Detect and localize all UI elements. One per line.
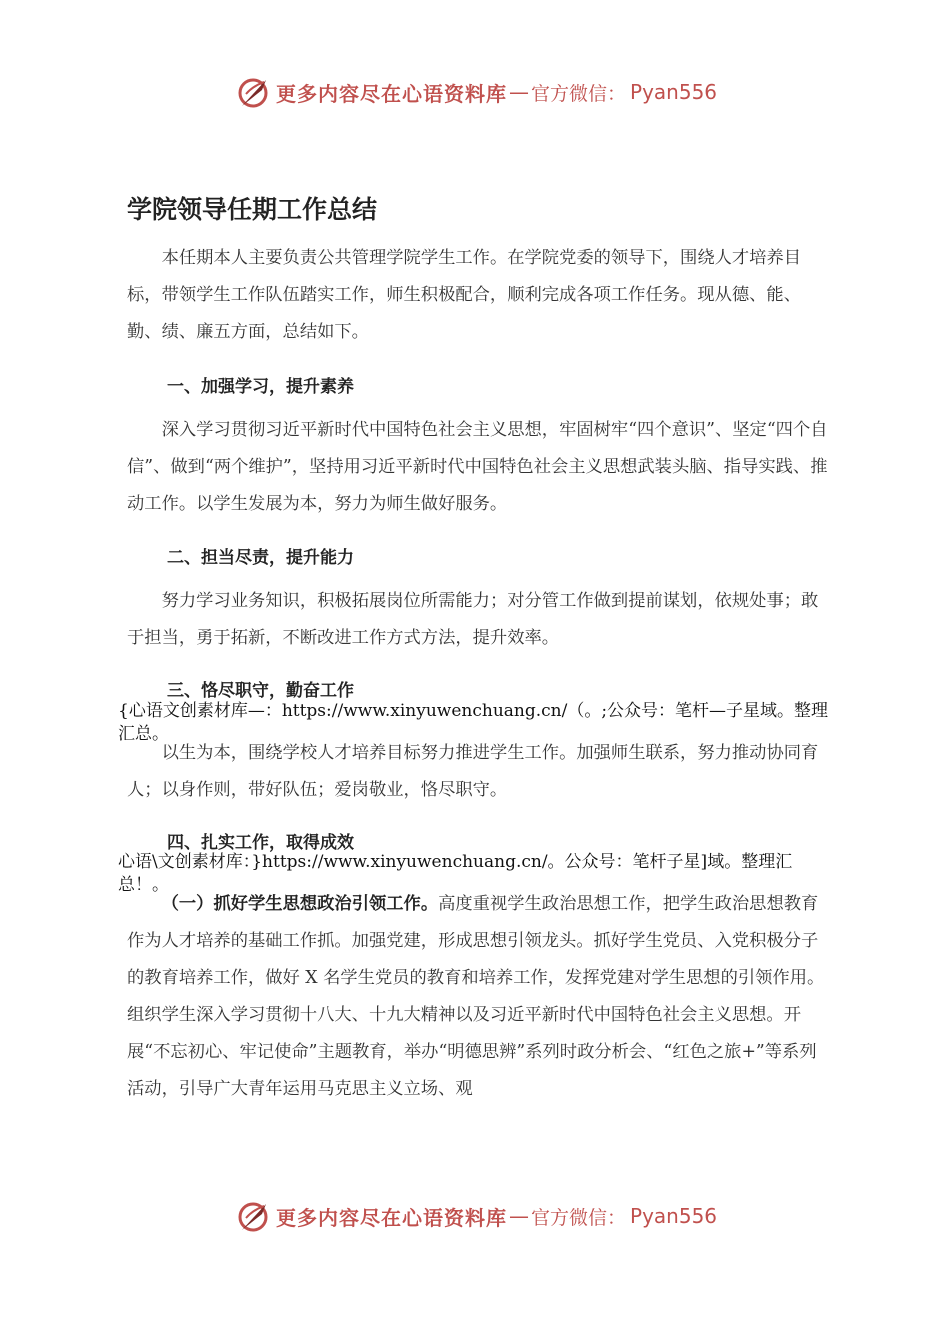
section-heading-3: 三、恪尽职守，勤奋工作 xyxy=(167,681,354,701)
source-note-2: 心语\文创素材库：}https://www.xinyuwenchuang.cn/。公众号：笔杆子星]域。整理汇总！。 xyxy=(118,852,793,895)
section-body-3: 以生为本，围绕学校人才培养目标努力推进学生工作。加强师生联系，努力推动协同育人；以身作则，带好队伍；爱岗敬业，恪尽职守。 xyxy=(127,743,819,800)
banner-wechat-label: 官方微信： xyxy=(531,1206,627,1229)
subsection-body: 高度重视学生政治思想工作，把学生政治思想教育作为人才培养的基础工作抓。加强党建，形成思想引领龙头。抓好学生党员、入党积极分子的教育培养工作，做好 X 名学生党员的教育和培养工作，发挥党建对学生思想的引领作用。组织学生深入学习贯彻十八大、十九大精神以及习近平新时代中国特色社会主义思想。开展“不忘初心、牢记使命”主题教育，举办“明德思辨”系列时政分析会、“红色之旅+”等系列活动，引导广大青年运用马克思主义立场、观 xyxy=(127,894,825,1099)
section-heading-4: 四、扎实工作，取得成效 xyxy=(167,833,354,853)
source-note-1: {心语文创素材库—：https://www.xinyuwenchuang.cn/（。;公众号：笔杆—子星域。整理汇总。 xyxy=(118,701,829,744)
document-title: 学院领导任期工作总结 xyxy=(127,195,378,224)
section-body-4 xyxy=(127,886,833,1108)
banner-wechat-id: Pyan556 xyxy=(630,80,718,104)
banner-text: 更多内容尽在心语资料库 xyxy=(276,1205,507,1230)
banner-wechat-label: 官方微信： xyxy=(531,82,627,105)
section-heading-1: 一、加强学习，提升素养 xyxy=(167,377,354,397)
banner-separator: — xyxy=(509,80,529,104)
quill-logo-icon xyxy=(236,74,272,110)
footer-banner xyxy=(236,1196,756,1236)
subsection-lead: （一）抓好学生思想政治引领工作。 xyxy=(161,894,439,914)
intro-paragraph: 本任期本人主要负责公共管理学院学生工作。在学院党委的领导下，围绕人才培养目标，带领学生工作队伍踏实工作，师生积极配合，顺利完成各项工作任务。现从德、能、勤、绩、廉五方面，总结如下。 xyxy=(127,248,802,342)
quill-logo-icon xyxy=(236,1198,272,1234)
banner-text: 更多内容尽在心语资料库 xyxy=(276,81,507,106)
banner-separator: — xyxy=(509,1204,529,1228)
header-banner xyxy=(236,72,756,112)
banner-wechat-id: Pyan556 xyxy=(630,1204,718,1228)
section-body-1: 深入学习贯彻习近平新时代中国特色社会主义思想，牢固树牢“四个意识”、坚定“四个自信”、做到“两个维护”，坚持用习近平新时代中国特色社会主义思想武装头脑、指导实践、推动工作。以学生发展为本，努力为师生做好服务。 xyxy=(127,420,828,514)
section-body-2: 努力学习业务知识，积极拓展岗位所需能力；对分管工作做到提前谋划，依规处事；敢于担当，勇于拓新，不断改进工作方式方法，提升效率。 xyxy=(127,591,819,648)
section-heading-2: 二、担当尽责，提升能力 xyxy=(167,548,354,568)
